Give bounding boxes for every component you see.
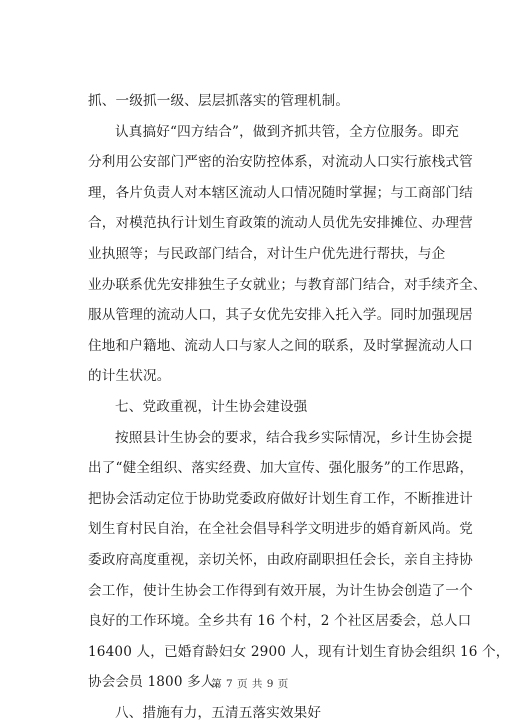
paragraph-line: 按照县计生协会的要求，结合我乡实际情况，乡计生协会提 xyxy=(115,429,473,446)
section-heading: 七、党政重视，计生协会建设强 xyxy=(115,398,308,415)
document-body xyxy=(88,86,510,728)
paragraph-line: 住地和户籍地、流动人口与家人之间的联系，及时掌握流动人口 xyxy=(88,337,473,354)
paragraph-line: 服从管理的流动人口，其子女优先安排入托入学。同时加强现居 xyxy=(88,307,473,324)
page-number: 第 7 页 共 9 页 xyxy=(211,678,289,690)
paragraph-line: 把协会活动定位于协助党委政府做好计划生育工作，不断推进计 xyxy=(88,490,473,507)
paragraph-line: 的计生状况。 xyxy=(88,368,171,385)
paragraph-line: 理，各片负责人对本辖区流动人口情况随时掌握；与工商部门结 xyxy=(88,184,473,201)
paragraph-line: 委政府高度重视，亲切关怀，由政府副职担任会长，亲自主持协 xyxy=(88,551,473,568)
paragraph-line: 良好的工作环境。全乡共有 16 个村，2 个社区居委会，总人口 xyxy=(88,613,472,630)
paragraph-line: 合，对模范执行计划生育政策的流动人员优先安排摊位、办理营 xyxy=(88,215,473,232)
paragraph-line: 认真搞好“四方结合”，做到齐抓共管，全方位服务。即充 xyxy=(115,123,460,140)
paragraph-line: 分利用公安部门严密的治安防控体系，对流动人口实行旅栈式管 xyxy=(88,154,473,171)
paragraph-line: 业执照等；与民政部门结合，对计生户优先进行帮扶，与企 xyxy=(88,245,446,262)
paragraph-line: 16400 人，已婚育龄妇女 2900 人，现有计划生育协会组织 16 个， xyxy=(88,643,510,660)
paragraph-line: 协会会员 1800 多人。 xyxy=(88,674,229,691)
section-heading: 八、措施有力，五清五落实效果好 xyxy=(115,704,322,721)
paragraph-line: 业办联系优先安排独生子女就业；与教育部门结合，对手续齐全、 xyxy=(88,276,487,293)
paragraph-line: 出了“健全组织、落实经费、加大宣传、强化服务”的工作思路， xyxy=(88,460,474,477)
paragraph-line: 划生育村民自治，在全社会倡导科学文明进步的婚育新风尚。党 xyxy=(88,521,473,538)
paragraph-line: 会工作，使计生协会工作得到有效开展，为计生协会创造了一个 xyxy=(88,582,473,599)
paragraph-line: 抓、一级抓一级、层层抓落实的管理机制。 xyxy=(88,93,350,109)
